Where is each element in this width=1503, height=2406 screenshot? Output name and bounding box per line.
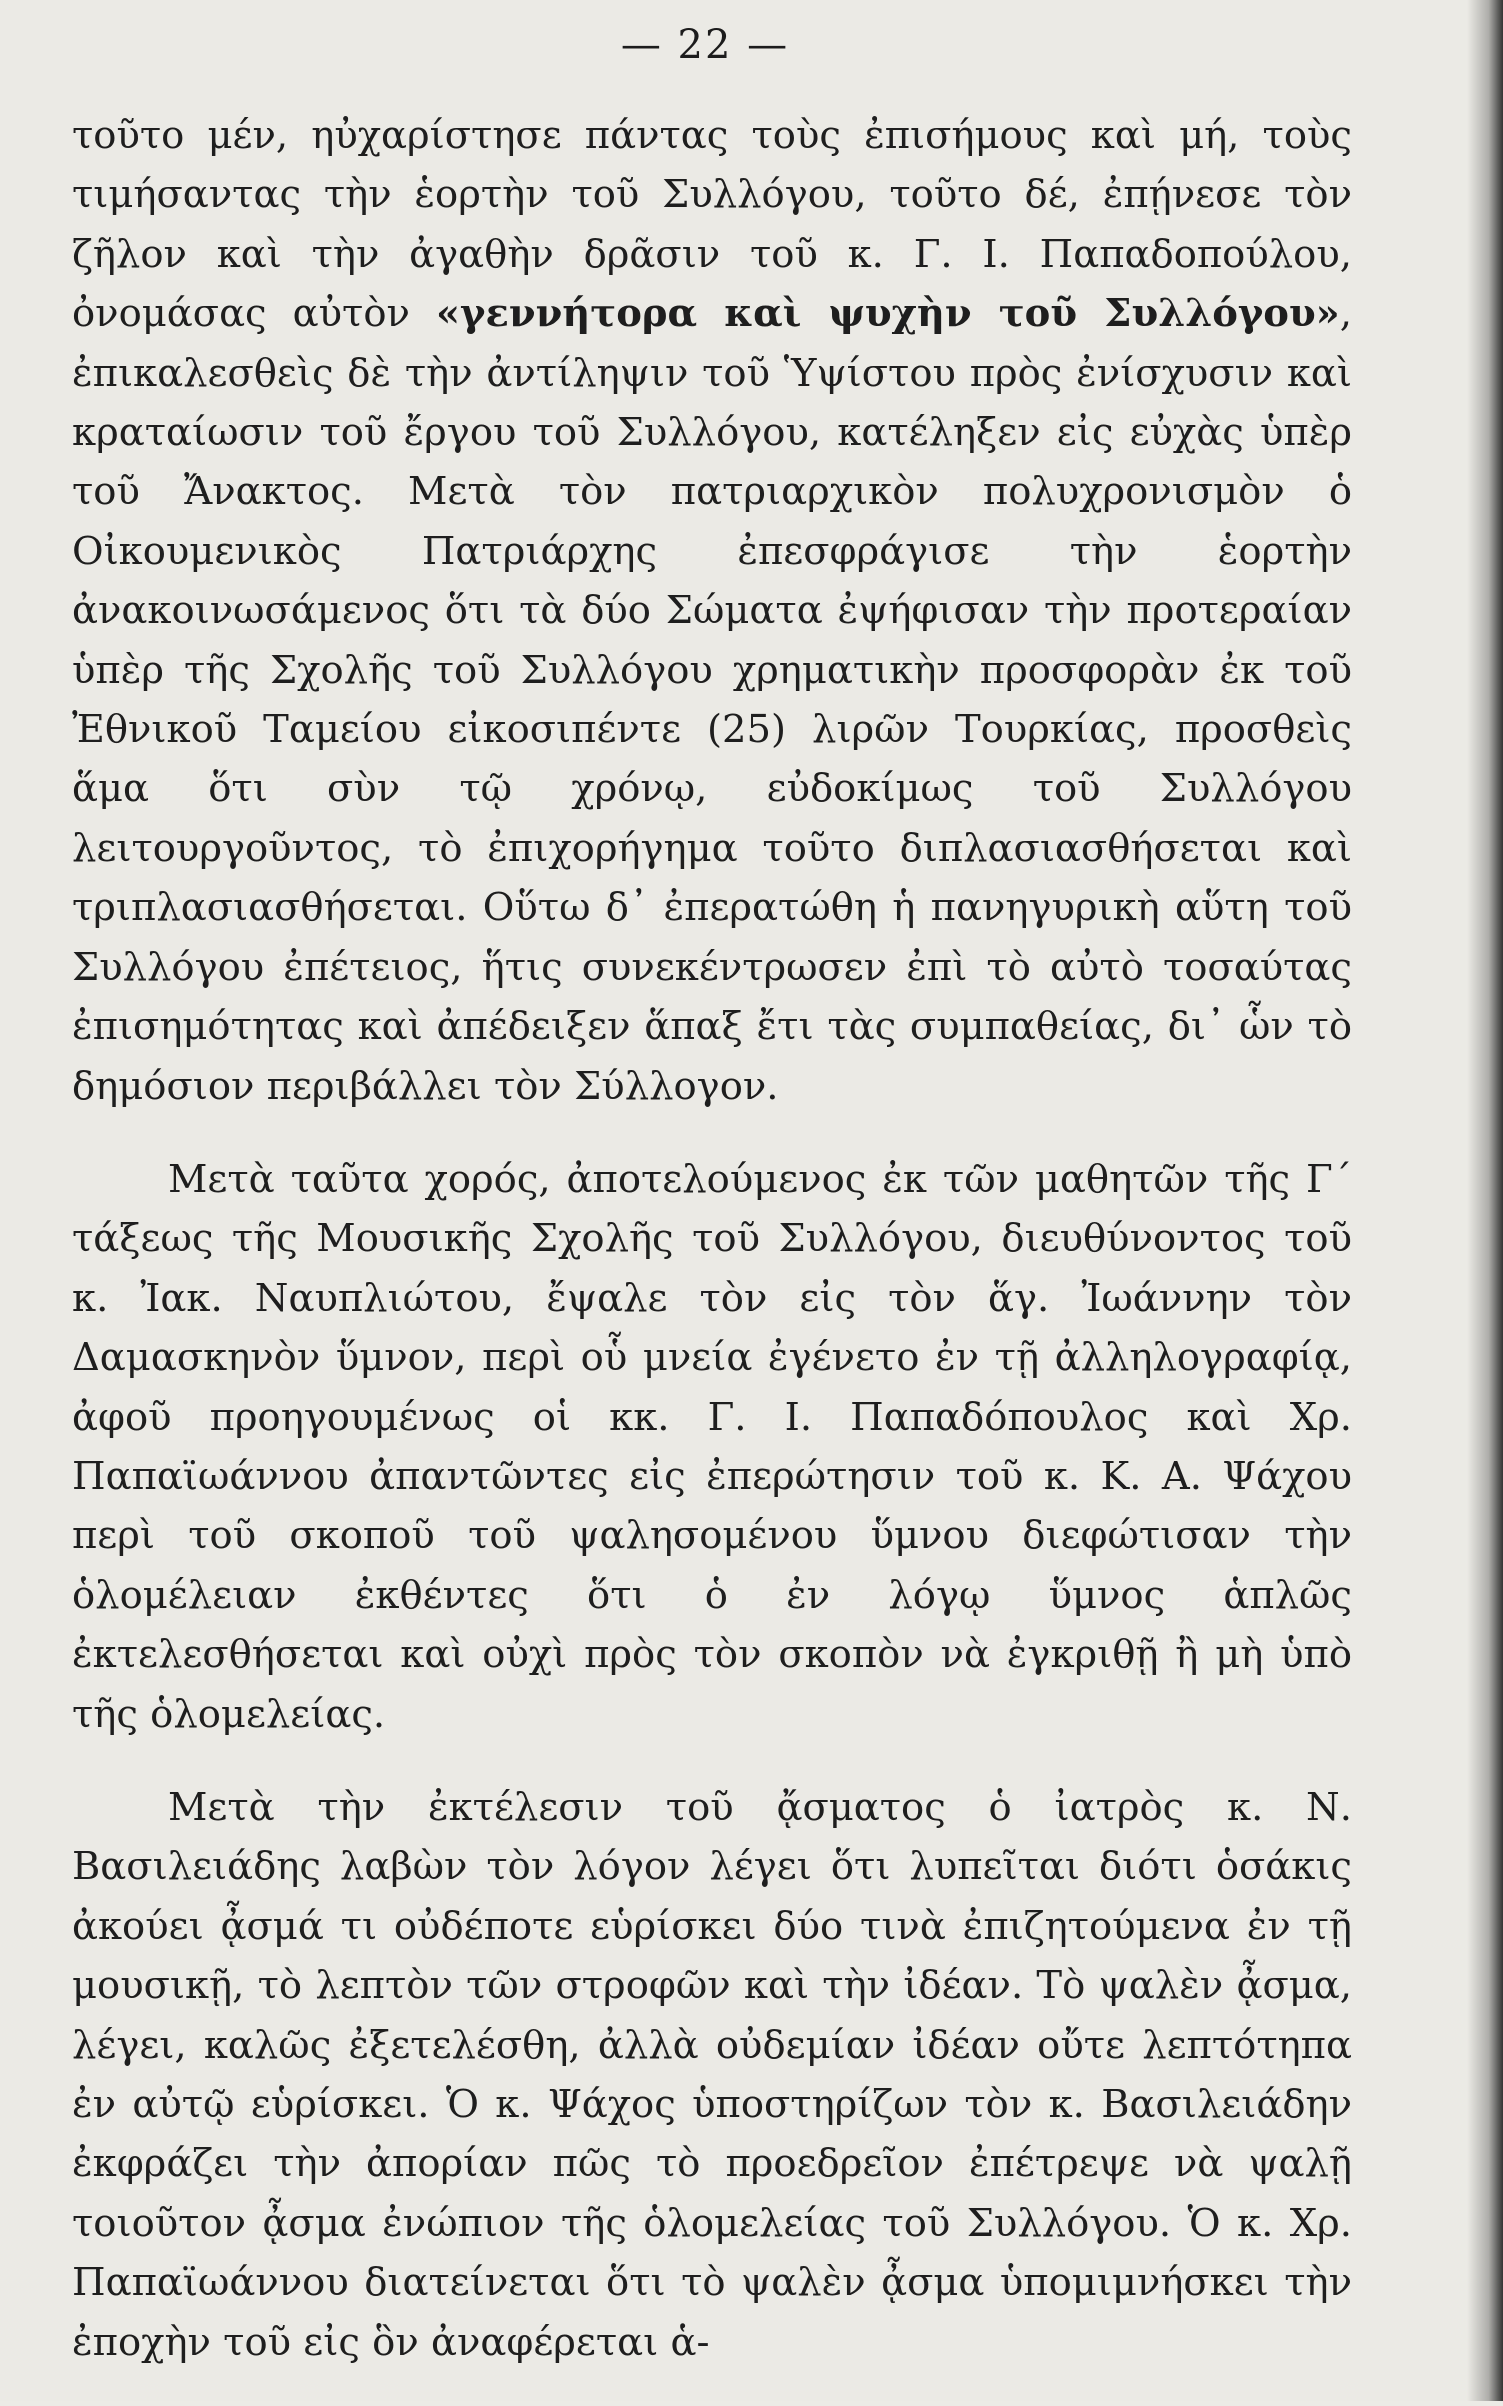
page-edge-shadow — [1467, 0, 1503, 2401]
paragraph-2: Μετὰ ταῦτα χορός, ἀποτελούμενος ἐκ τῶν μαθητῶν τῆς Γ΄ τάξεως τῆς Μουσικῆς Σχολῆς τοῦ Συλλόγου, διευθύνοντος τοῦ κ. Ἰακ. Ναυπλιώτου, ἔψαλε τὸν εἰς τὸν ἅγ. Ἰωάννην τὸν Δαμασκηνὸν ὕμνον, περὶ οὗ μνεία ἐγένετο ἐν τῇ ἀλληλογραφίᾳ, ἀφοῦ προηγουμένως οἱ κκ. Γ. Ι. Παπαδόπουλος καὶ Χρ. Παπαϊωάννου ἀπαντῶντες εἰς ἐπερώτησιν τοῦ κ. Κ. Α. Ψάχου περὶ τοῦ σκοποῦ τοῦ ψαλησομένου ὕμνου διεφώτισαν τὴν ὁλομέλειαν ἐκθέντες ὅτι ὁ ἐν λόγῳ ὕμνος ἁπλῶς ἐκτελεσθήσεται καὶ οὐχὶ πρὸς τὸν σκοπὸν νὰ ἐγκριθῇ ἢ μὴ ὑπὸ τῆς ὁλομελείας. — [72, 1156, 1352, 1737]
paragraph-1 — [72, 106, 1352, 1116]
page-number: — 22 — — [620, 22, 790, 68]
paragraph-1-before: τοῦτο μέν, ηὐχαρίστησε πάντας τοὺς ἐπισήμους καὶ μή, τοὺς τιμήσαντας τὴν ἑορτὴν τοῦ Συλλόγου, τοῦτο δέ, ἐπῄνεσε τὸν ζῆλον καὶ τὴν ἀγαθὴν δρᾶσιν τοῦ κ. Γ. Ι. Παπαδοπούλου, ὀνομάσας αὐτὸν — [72, 113, 1352, 337]
paragraph-1-after: , ἐπικαλεσθεὶς δὲ τὴν ἀντίληψιν τοῦ Ὑψίστου πρὸς ἐνίσχυσιν καὶ κραταίωσιν τοῦ ἔργου τοῦ Συλλόγου, κατέληξεν εἰς εὐχὰς ὑπὲρ τοῦ Ἄνακτος. Μετὰ τὸν πατριαρχικὸν πολυχρονισμὸν ὁ Οἰκουμενικὸς Πατριάρχης ἐπεσφράγισε τὴν ἑορτὴν ἀνακοινωσάμενος ὅτι τὰ δύο Σώματα ἐψήφισαν τὴν προτεραίαν ὑπὲρ τῆς Σχολῆς τοῦ Συλλόγου χρηματικὴν προσφορὰν ἐκ τοῦ Ἐθνικοῦ Ταμείου εἰκοσιπέντε (25) λιρῶν Τουρκίας, προσθεὶς ἅμα ὅτι σὺν τῷ χρόνῳ, εὐδοκίμως τοῦ Συλλόγου λειτουργοῦντος, τὸ ἐπιχορήγημα τοῦτο διπλασιασθήσεται καὶ τριπλασιασθήσεται. Οὕτω δ᾽ ἐπερατώθη ἡ πανηγυρικὴ αὕτη τοῦ Συλλόγου ἐπέτειος, ἥτις συνεκέντρωσεν ἐπὶ τὸ αὐτὸ τοσαύτας ἐπισημότητας καὶ ἀπέδειξεν ἅπαξ ἔτι τὰς συμπαθείας, δι᾽ ὧν τὸ δημόσιον περιβάλλει τὸν Σύλλογον. — [72, 291, 1352, 1109]
paragraph-3: Μετὰ τὴν ἐκτέλεσιν τοῦ ᾄσματος ὁ ἰατρὸς κ. Ν. Βασιλειάδης λαβὼν τὸν λόγον λέγει ὅτι λυπεῖται διότι ὁσάκις ἀκούει ᾆσμά τι οὐδέποτε εὑρίσκει δύο τινὰ ἐπιζητούμενα ἐν τῇ μουσικῇ, τὸ λεπτὸν τῶν στροφῶν καὶ τὴν ἰδέαν. Τὸ ψαλὲν ᾆσμα, λέγει, καλῶς ἐξετελέσθη, ἀλλὰ οὐδεμίαν ἰδέαν οὔτε λεπτότηπα ἐν αὐτῷ εὑρίσκει. Ὁ κ. Ψάχος ὑποστηρίζων τὸν κ. Βασιλειάδην ἐκφράζει τὴν ἀπορίαν πῶς τὸ προεδρεῖον ἐπέτρεψε νὰ ψαλῇ τοιοῦτον ᾆσμα ἐνώπιον τῆς ὁλομελείας τοῦ Συλλόγου. Ὁ κ. Χρ. Παπαϊωάννου διατείνεται ὅτι τὸ ψαλὲν ᾆσμα ὑπομιμνήσκει τὴν ἐποχὴν τοῦ εἰς ὃν ἀναφέρεται ἁ- — [72, 1784, 1352, 2365]
body-text — [72, 106, 1352, 2406]
paragraph-1-emphasis: «γεννήτορα καὶ ψυχὴν τοῦ Συλλόγου» — [435, 291, 1340, 337]
